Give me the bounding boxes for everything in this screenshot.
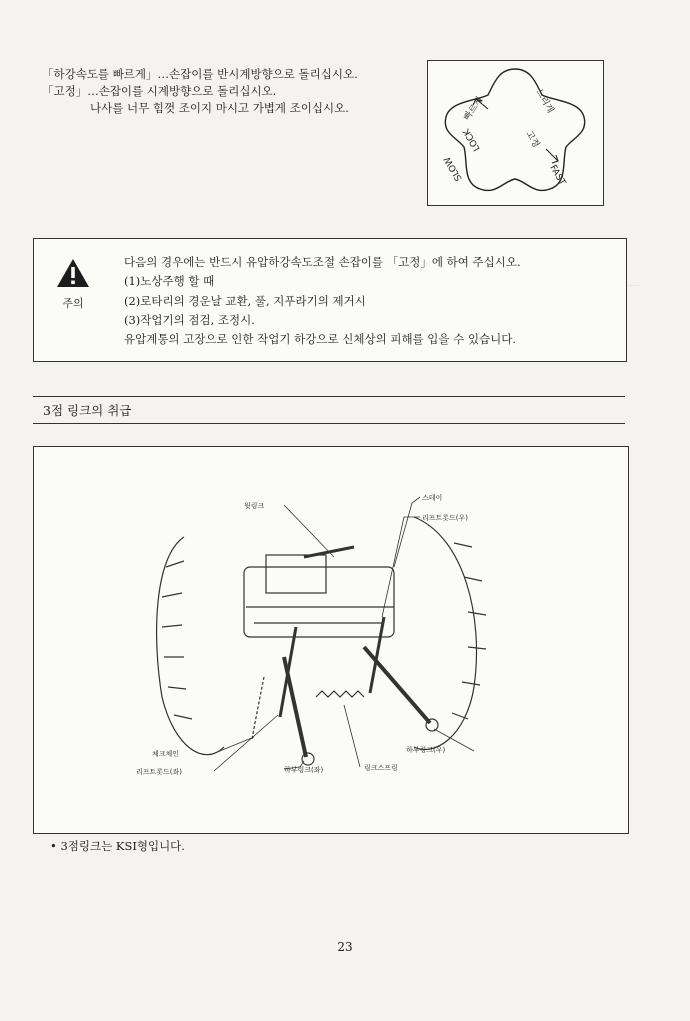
- section-header: [33, 396, 625, 424]
- knob-label-slow-ko: 느리게: [533, 87, 556, 116]
- caution-item: (1)노상주행 할 때: [124, 274, 215, 289]
- right-tire-tread: [452, 543, 486, 719]
- callout-lift-rod-left: 리프트롯드(좌): [136, 768, 183, 776]
- caution-box: [33, 238, 627, 362]
- caution-heading: 다음의 경우에는 반드시 유압하강속도조절 손잡이를 「고정」에 하여 주십시오.: [124, 255, 521, 269]
- hitch-frame-lines: [246, 607, 394, 623]
- callout-link-spring: 링크스프링: [364, 764, 398, 772]
- lower-link-left-part: [284, 657, 306, 757]
- section-title: 3점 링크의 취급: [43, 403, 132, 418]
- knob-label-lock-ko: 고정: [523, 129, 541, 150]
- lower-link-right-ball: [426, 719, 438, 731]
- link-spring-part: [316, 691, 364, 697]
- intro-line-tighten: 나사를 너무 힘껏 조이지 마시고 가볍게 조이십시오.: [90, 101, 349, 115]
- callout-lower-link-right: 하부링크(우): [406, 746, 446, 754]
- knob-label-slow-en: SLOW: [442, 154, 465, 183]
- footnote: • 3점링크는 KSI형입니다.: [50, 839, 185, 853]
- intro-line-fast: 「하강속도를 빠르게」…손잡이를 반시계방향으로 돌리십시오.: [42, 67, 358, 81]
- caution-warning: 유압계통의 고장으로 인한 작업기 하강으로 신체상의 피해를 입을 수 있습니다.: [124, 332, 517, 347]
- lower-link-right-part: [364, 647, 430, 723]
- leader-link-spring: [344, 705, 360, 767]
- check-chain-part: [252, 677, 264, 739]
- callout-stay: 스테이: [422, 494, 443, 502]
- three-point-link-figure: [33, 446, 629, 834]
- intro-line-lock: 「고정」…손잡이를 시계방향으로 돌리십시오.: [42, 84, 277, 98]
- left-tire-outline: [157, 537, 224, 755]
- caution-icon-column: [52, 257, 94, 311]
- hydraulic-block: [266, 555, 326, 593]
- callout-lift-rod-right: 리프트롯드(우): [422, 514, 469, 522]
- left-tire-tread: [162, 561, 192, 719]
- lower-link-left-ball: [302, 753, 314, 765]
- leader-check-chain: [210, 737, 254, 755]
- caution-item: (2)로타리의 경운날 교환, 풀, 지푸라기의 제거시: [124, 293, 366, 308]
- leader-lift-rod-left: [214, 715, 278, 771]
- knob-label-fast-ko: 빠르게: [462, 95, 486, 123]
- arrow-lock-icon: [546, 149, 558, 163]
- page-number: 23: [337, 940, 353, 954]
- caution-label: 주의: [62, 297, 84, 310]
- three-point-link-drawing: [34, 447, 628, 833]
- knob-illustration: [427, 60, 604, 206]
- caution-body: [124, 253, 521, 349]
- warning-triangle-icon: [55, 257, 91, 289]
- knob-drawing: [428, 61, 603, 205]
- knob-label-lock-en: LOCK: [461, 126, 483, 153]
- knob-label-fast-en: FAST: [547, 163, 567, 188]
- caution-item: (3)작업기의 점검, 조정시.: [124, 312, 255, 327]
- intro-instructions: [42, 66, 358, 117]
- leader-stay: [394, 497, 420, 567]
- leader-top-link: [284, 505, 334, 557]
- callout-lower-link-left: 하부링크(좌): [284, 766, 324, 774]
- callout-check-chain: 체크체인: [152, 750, 180, 758]
- callout-top-link: 윗링크: [244, 502, 265, 510]
